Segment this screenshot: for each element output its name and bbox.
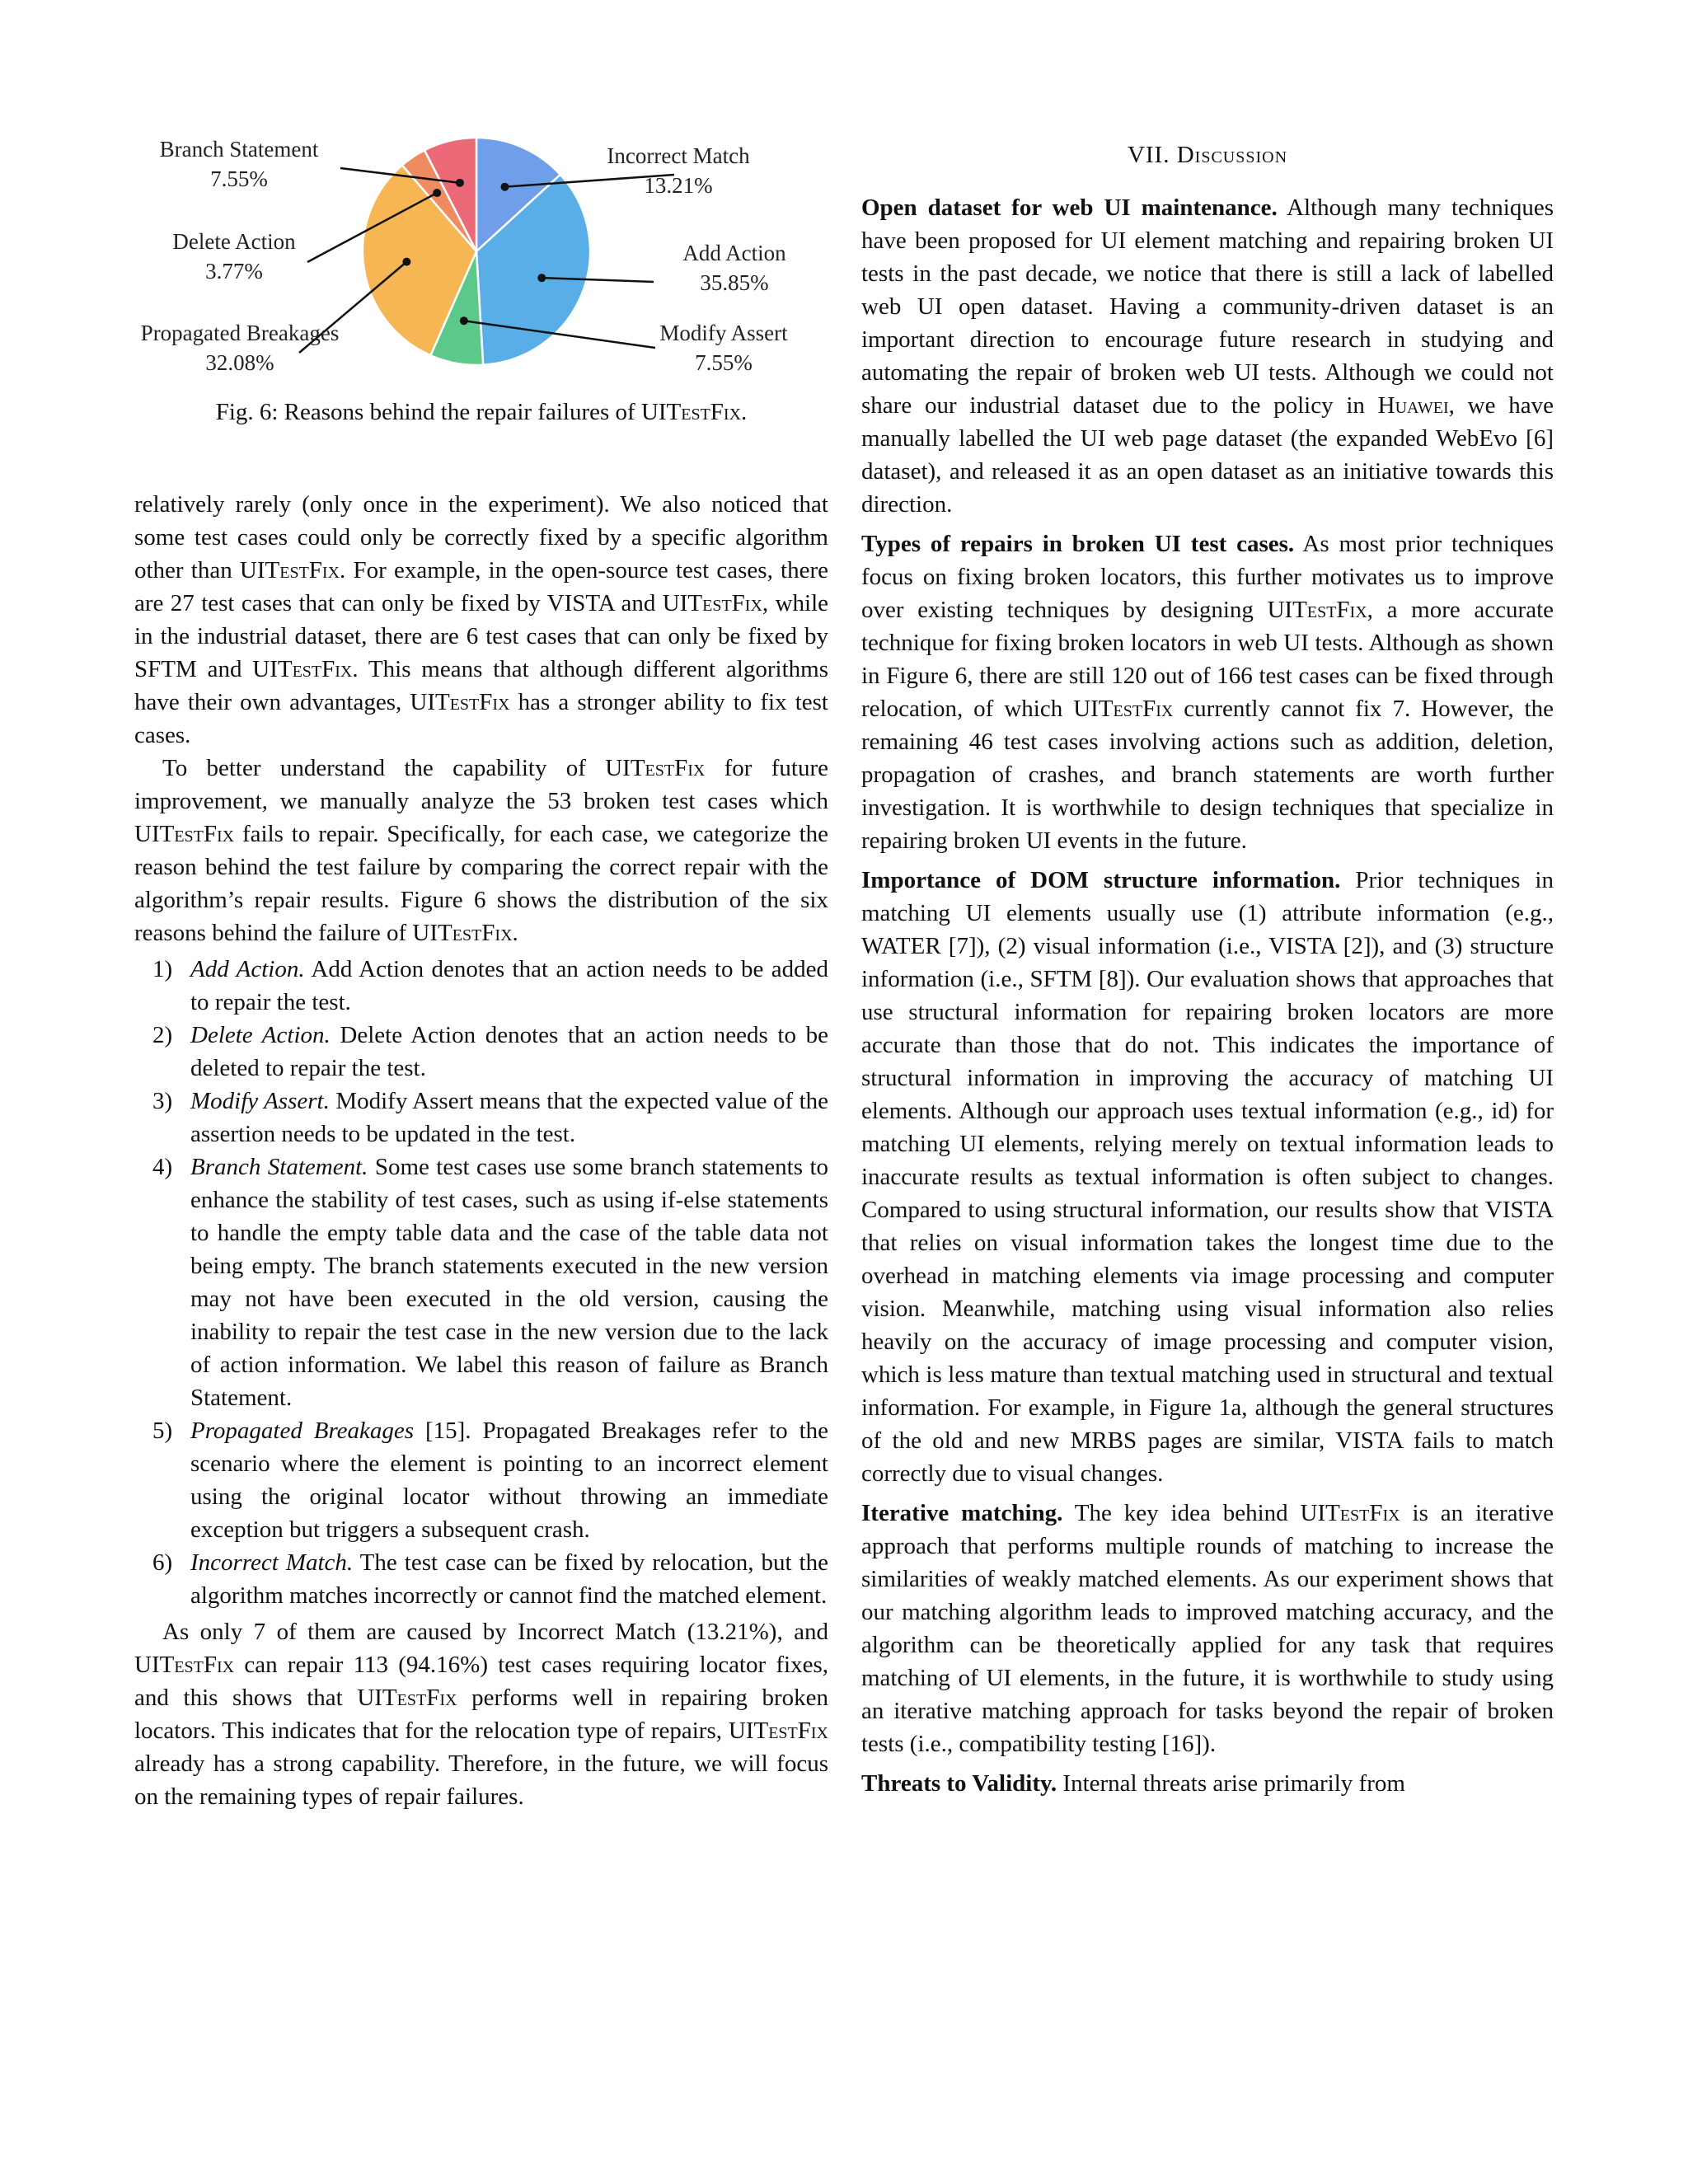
list-item: 4) Branch Statement. Some test cases use some branch statements to enhance the stability of test cases, such as using if-else statements to handle the empty table data and the case of the table data not being empty. The branch statements executed in the new version may not have been executed in the old version, causing the inability to repair the test case in the new version due to the lack of action information. We label this reason of failure as Branch Statement. <box>152 1154 828 1411</box>
slice-percent-label: 32.08% <box>205 350 274 375</box>
slice-label: Incorrect Match <box>607 143 750 168</box>
right-column <box>861 138 1554 1800</box>
list-item: 1) Add Action. Add Action denotes that an action needs to be added to repair the test. <box>152 956 828 1015</box>
paragraph-threats: Threats to Validity. Internal threats arise primarily from <box>861 1770 1405 1797</box>
slice-percent-label: 7.55% <box>695 350 753 375</box>
paragraph-dom-structure: Importance of DOM structure information. Prior techniques in matching UI elements usually use (1) attribute information (e.g., WATER [7]), (2) visual information (i.e., VISTA [2]), and (3) structure information (i.e., SFTM [8]). Our evaluation shows that approaches that use structural information for repairing broken locators are more accurate than those that do not. This indicates the importance of structural information in improving the accuracy of matching UI elements. Although our approach uses textual information (e.g., id) for matching UI elements, relying merely on textual information leads to inaccurate results as textual information is often subject to changes. Compared to using structural information, our results show that VISTA that relies on visual information takes the longest time due to the overhead in matching elements via image processing and computer vision. Meanwhile, matching using visual information also relies heavily on the accuracy of image processing and computer vision, which is less mature than textual matching used in structural and textual information. For example, in Figure 1a, although the general structures of the old and new MRBS pages are similar, VISTA fails to match correctly due to visual changes. <box>861 867 1554 1487</box>
slice-percent-label: 35.85% <box>700 270 769 295</box>
leader-dot <box>402 258 410 266</box>
list-item: 5) Propagated Breakages [15]. Propagated Breakages refer to the scenario where the element is pointing to an incorrect element using the original locator without throwing an immediate exception but triggers a subsequent crash. <box>152 1418 828 1543</box>
caption-text: Fig. 6: Reasons behind the repair failures of <box>215 399 641 425</box>
leader-dot <box>456 179 464 187</box>
figure-caption <box>134 396 828 429</box>
left-column <box>134 488 828 1813</box>
paragraph-incorrect-match-summary: As only 7 of them are caused by Incorrect Match (13.21%), and UITestFix can repair 113 (94.16%) test cases requiring locator fixes, and this shows that UITestFix performs well in repairing broken locators. This indicates that for the relocation type of repairs, UITestFix already has a strong capability. Therefore, in the future, we will focus on the remaining types of repair failures. <box>134 1619 828 1810</box>
leader-dot <box>537 274 546 282</box>
slice-percent-label: 7.55% <box>210 166 268 191</box>
caption-tool-name: UITestFix <box>640 399 742 425</box>
slice-percent-label: 13.21% <box>644 173 713 198</box>
figure-6 <box>134 132 828 445</box>
slice-label: Propagated Breakages <box>140 321 340 345</box>
list-item: 3) Modify Assert. Modify Assert means that the expected value of the assertion needs to be updated in the test. <box>152 1088 828 1147</box>
paragraph-open-dataset: Open dataset for web UI maintenance. Although many techniques have been proposed for UI element matching and repairing broken UI tests in the past decade, we notice that there is still a lack of labelled web UI open dataset. Having a community-driven dataset is an important direction to encourage future research in studying and automating the repair of broken web UI tests. Although we could not share our industrial dataset due to the policy in Huawei, we have manually labelled the UI web page dataset (the expanded WebEvo [6] dataset), and released it as an open dataset as an initiative towards this direction. <box>861 194 1554 518</box>
paragraph-repair-types: Types of repairs in broken UI test cases. As most prior techniques focus on fixing broken locators, this further motivates us to improve over existing techniques by designing UITestFix, a more accurate technique for fixing broken locators in web UI tests. Although as shown in Figure 6, there are still 120 out of 166 test cases can be fixed through relocation, of which UITestFix currently cannot fix 7. However, the remaining 46 test cases involving actions such as addition, deletion, propagation of crashes, and branch statements are worth further investigation. It is worthwhile to design techniques that specialize in repairing broken UI events in the future. <box>861 531 1554 854</box>
leader-dot <box>433 189 441 197</box>
leader-dot <box>500 183 509 191</box>
list-item: 6) Incorrect Match. The test case can be fixed by relocation, but the algorithm matches incorrectly or cannot find the matched element. <box>152 1549 828 1609</box>
list-item: 2) Delete Action. Delete Action denotes that an action needs to be deleted to repair the test. <box>152 1022 828 1081</box>
leader-dot <box>460 316 468 325</box>
paragraph-iterative-matching: Iterative matching. The key idea behind UITestFix is an iterative approach that performs multiple rounds of matching to increase the similarities of weakly matched elements. As our experiment shows that our matching algorithm leads to improved matching accuracy, and the algorithm can be theoretically applied for any task that requires matching of UI elements, in the future, it is worthwhile to study using an iterative matching approach for tasks beyond the repair of broken tests (i.e., compatibility testing [16]). <box>861 1500 1554 1757</box>
slice-label: Branch Statement <box>159 137 319 162</box>
slice-label: Modify Assert <box>659 321 788 345</box>
pie-chart <box>134 132 828 387</box>
failure-reasons-list <box>134 953 828 1612</box>
slice-percent-label: 3.77% <box>205 259 263 284</box>
section-heading-discussion: VII. Discussion <box>1127 142 1288 168</box>
caption-period: . <box>741 399 748 425</box>
slice-label: Delete Action <box>172 229 296 254</box>
paragraph-failure-analysis: To better understand the capability of UITestFix for future improvement, we manually analyze the 53 broken test cases which UITestFix fails to repair. Specifically, for each case, we categorize the reason behind the test failure by comparing the correct repair with the algorithm’s repair results. Figure 6 shows the distribution of the six reasons behind the failure of UITestFix. <box>134 755 828 946</box>
paragraph-alg-comparison: relatively rarely (only once in the experiment). We also noticed that some test cases could only be correctly fixed by a specific algorithm other than UITestFix. For example, in the open-source test cases, there are 27 test cases that can only be fixed by VISTA and UITestFix, while in the industrial dataset, there are 6 test cases that can only be fixed by SFTM and UITestFix. This means that although different algorithms have their own advantages, UITestFix has a stronger ability to fix test cases. <box>134 491 828 748</box>
slice-label: Add Action <box>682 241 786 265</box>
